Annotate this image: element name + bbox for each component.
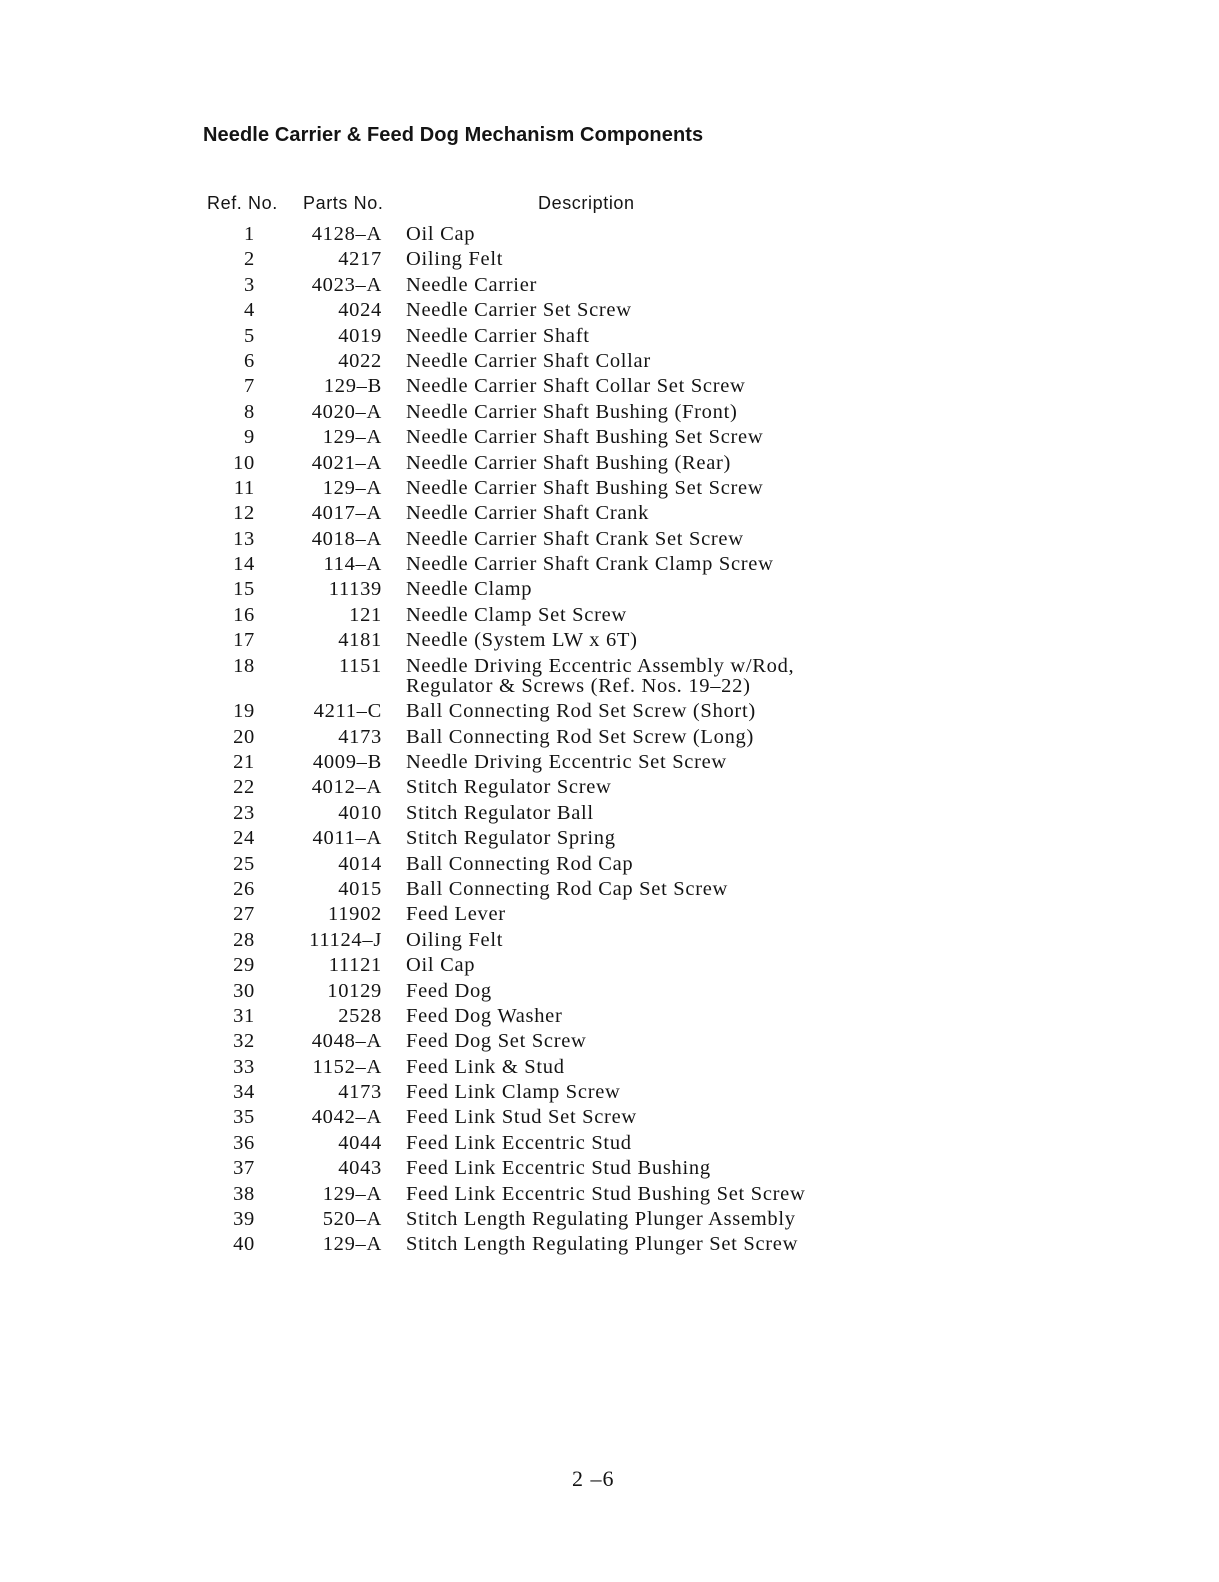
description-cell: Needle Driving Eccentric Set Screw — [406, 751, 727, 774]
table-row — [0, 1079, 1219, 1104]
parts-no-cell: 4018–A — [311, 527, 382, 550]
description-cell: Needle Carrier Shaft Bushing (Rear) — [406, 451, 732, 474]
ref-no-cell: 21 — [233, 751, 255, 774]
description-cell: Needle Carrier Shaft Bushing (Front) — [406, 400, 738, 423]
parts-no-cell: 129–A — [322, 1182, 382, 1205]
column-header-ref-no: Ref. No. — [207, 193, 278, 213]
table-row — [0, 1028, 1219, 1053]
ref-no-cell: 1 — [244, 223, 255, 245]
ref-no-cell: 20 — [233, 725, 255, 748]
parts-no-cell: 10129 — [327, 979, 382, 1002]
table-row — [0, 348, 1219, 373]
description-cell: Stitch Regulator Screw — [406, 776, 612, 799]
ref-no-cell: 14 — [233, 553, 255, 576]
description-cell: Feed Link Eccentric Stud Bushing — [406, 1157, 711, 1180]
description-cell: Needle Carrier Shaft Crank Set Screw — [406, 527, 744, 550]
description-cell: Ball Connecting Rod Set Screw (Short) — [406, 700, 756, 723]
parts-no-cell: 4019 — [338, 324, 382, 347]
table-row — [0, 221, 1219, 246]
table-row — [0, 800, 1219, 825]
table-row — [0, 825, 1219, 850]
ref-no-cell: 6 — [244, 349, 255, 372]
parts-no-cell: 4042–A — [311, 1106, 382, 1129]
parts-no-cell: 4048–A — [311, 1030, 382, 1053]
parts-no-cell: 4009–B — [312, 751, 382, 774]
parts-no-cell: 4211–C — [313, 700, 382, 723]
table-row — [0, 1155, 1219, 1180]
description-cell: Needle Carrier Shaft Crank Clamp Screw — [406, 553, 774, 576]
ref-no-cell: 7 — [244, 375, 255, 398]
description-cell: Stitch Regulator Spring — [406, 827, 616, 850]
table-row — [0, 1054, 1219, 1079]
parts-no-cell: 1152–A — [312, 1055, 382, 1078]
parts-no-cell: 4022 — [338, 349, 382, 372]
description-cell: Needle Carrier — [406, 273, 538, 296]
parts-no-cell: 2528 — [338, 1004, 382, 1027]
ref-no-cell: 25 — [233, 852, 255, 875]
description-cell: Oiling Felt — [406, 248, 504, 271]
description-cell: Needle Carrier Set Screw — [406, 299, 632, 322]
page-number: 2 –6 — [572, 1466, 615, 1491]
ref-no-cell: 3 — [244, 273, 255, 296]
description-cell: Needle Carrier Shaft Bushing Set Screw — [406, 426, 764, 449]
description-cell: Ball Connecting Rod Set Screw (Long) — [406, 725, 755, 748]
parts-no-cell: 121 — [349, 603, 382, 626]
ref-no-cell: 33 — [233, 1055, 255, 1078]
description-cell: Stitch Length Regulating Plunger Set Screw — [406, 1233, 799, 1256]
ref-no-cell: 23 — [233, 801, 255, 824]
ref-no-cell: 13 — [233, 527, 255, 550]
ref-no-cell: 29 — [233, 954, 255, 977]
description-cell: Ball Connecting Rod Cap Set Screw — [406, 877, 729, 900]
table-row — [0, 1181, 1219, 1206]
table-row — [0, 749, 1219, 774]
parts-no-cell: 11902 — [328, 903, 382, 926]
parts-table — [0, 221, 1219, 1257]
description-cell: Feed Link Eccentric Stud — [406, 1131, 632, 1154]
table-row — [0, 526, 1219, 551]
ref-no-cell: 15 — [233, 578, 255, 601]
ref-no-cell: 30 — [233, 979, 255, 1002]
ref-no-cell: 40 — [233, 1233, 255, 1256]
ref-no-cell: 19 — [233, 700, 255, 723]
description-cell: Needle Driving Eccentric Assembly w/Rod, Regulator & Screws (Ref. Nos. 19–22) — [406, 654, 795, 697]
description-cell: Needle (System LW x 6T) — [406, 629, 638, 652]
parts-no-cell: 129–B — [323, 375, 382, 398]
table-row — [0, 724, 1219, 749]
column-header-parts-no: Parts No. — [303, 193, 384, 213]
ref-no-cell: 24 — [233, 827, 255, 850]
parts-no-cell: 129–A — [322, 426, 382, 449]
description-cell: Needle Carrier Shaft Bushing Set Screw — [406, 476, 764, 499]
ref-no-cell: 32 — [233, 1030, 255, 1053]
table-row — [0, 373, 1219, 398]
table-row — [0, 698, 1219, 723]
description-cell: Feed Link Eccentric Stud Bushing Set Screw — [406, 1182, 806, 1205]
description-cell: Ball Connecting Rod Cap — [406, 852, 634, 875]
parts-no-cell: 11121 — [328, 954, 382, 977]
table-row — [0, 851, 1219, 876]
ref-no-cell: 39 — [233, 1208, 255, 1231]
ref-no-cell: 36 — [233, 1131, 255, 1154]
table-row — [0, 475, 1219, 500]
description-cell: Stitch Length Regulating Plunger Assembly — [406, 1208, 796, 1231]
description-cell: Needle Carrier Shaft Crank — [406, 502, 650, 525]
ref-no-cell: 2 — [244, 248, 255, 271]
parts-no-cell: 4017–A — [311, 502, 382, 525]
table-row — [0, 901, 1219, 926]
parts-no-cell: 11139 — [328, 578, 382, 601]
table-row — [0, 297, 1219, 322]
ref-no-cell: 11 — [233, 476, 255, 499]
table-row — [0, 246, 1219, 271]
parts-no-cell: 114–A — [323, 553, 382, 576]
column-header-description: Description — [538, 193, 635, 213]
parts-no-cell: 4015 — [338, 877, 382, 900]
ref-no-cell: 38 — [233, 1182, 255, 1205]
parts-no-cell: 1151 — [338, 654, 382, 677]
description-cell: Needle Clamp Set Screw — [406, 603, 627, 626]
description-cell: Needle Carrier Shaft Collar Set Screw — [406, 375, 746, 398]
parts-no-cell: 4044 — [338, 1131, 382, 1154]
ref-no-cell: 4 — [244, 299, 255, 322]
page-title: Needle Carrier & Feed Dog Mechanism Components — [203, 124, 704, 146]
description-cell: Feed Lever — [406, 903, 506, 926]
ref-no-cell: 9 — [244, 426, 255, 449]
table-row — [0, 1231, 1219, 1256]
parts-no-cell: 11124–J — [309, 928, 382, 951]
parts-no-cell: 4043 — [338, 1157, 382, 1180]
description-cell: Needle Carrier Shaft Collar — [406, 349, 651, 372]
ref-no-cell: 37 — [233, 1157, 255, 1180]
table-row — [0, 399, 1219, 424]
ref-no-cell: 12 — [233, 502, 255, 525]
parts-no-cell: 4181 — [338, 629, 382, 652]
ref-no-cell: 16 — [233, 603, 255, 626]
ref-no-cell: 5 — [244, 324, 255, 347]
parts-no-cell: 4023–A — [311, 273, 382, 296]
ref-no-cell: 34 — [233, 1081, 255, 1104]
table-row — [0, 450, 1219, 475]
description-cell: Stitch Regulator Ball — [406, 801, 594, 824]
description-cell: Needle Carrier Shaft — [406, 324, 590, 347]
parts-no-cell: 4128–A — [311, 223, 382, 245]
table-row — [0, 576, 1219, 601]
ref-no-cell: 31 — [233, 1004, 255, 1027]
ref-no-cell: 28 — [233, 928, 255, 951]
description-cell: Oil Cap — [406, 954, 476, 977]
description-cell: Oiling Felt — [406, 928, 504, 951]
ref-no-cell: 22 — [233, 776, 255, 799]
parts-no-cell: 4173 — [338, 1081, 382, 1104]
table-row — [0, 500, 1219, 525]
description-cell: Feed Link Clamp Screw — [406, 1081, 621, 1104]
table-row — [0, 1104, 1219, 1129]
table-row — [0, 627, 1219, 652]
description-cell: Feed Dog Set Screw — [406, 1030, 587, 1053]
parts-no-cell: 4011–A — [312, 827, 382, 850]
description-cell: Feed Link & Stud — [406, 1055, 565, 1078]
parts-no-cell: 4014 — [338, 852, 382, 875]
table-row — [0, 602, 1219, 627]
table-row — [0, 927, 1219, 952]
ref-no-cell: 27 — [233, 903, 255, 926]
ref-no-cell: 17 — [233, 629, 255, 652]
description-cell: Feed Dog — [406, 979, 492, 1002]
table-row — [0, 653, 1219, 699]
description-cell: Feed Dog Washer — [406, 1004, 563, 1027]
ref-no-cell: 26 — [233, 877, 255, 900]
parts-no-cell: 4012–A — [311, 776, 382, 799]
table-row — [0, 323, 1219, 348]
table-row — [0, 1206, 1219, 1231]
table-row — [0, 876, 1219, 901]
parts-no-cell: 4173 — [338, 725, 382, 748]
table-row — [0, 978, 1219, 1003]
table-row — [0, 774, 1219, 799]
table-row — [0, 424, 1219, 449]
parts-no-cell: 4021–A — [311, 451, 382, 474]
table-row — [0, 1003, 1219, 1028]
parts-no-cell: 4020–A — [311, 400, 382, 423]
description-cell: Oil Cap — [406, 223, 476, 245]
ref-no-cell: 10 — [233, 451, 255, 474]
table-row — [0, 1130, 1219, 1155]
parts-no-cell: 520–A — [322, 1208, 382, 1231]
parts-no-cell: 4024 — [338, 299, 382, 322]
description-cell: Feed Link Stud Set Screw — [406, 1106, 637, 1129]
ref-no-cell: 35 — [233, 1106, 255, 1129]
table-row — [0, 551, 1219, 576]
parts-no-cell: 129–A — [322, 1233, 382, 1256]
parts-no-cell: 4010 — [338, 801, 382, 824]
table-row — [0, 952, 1219, 977]
parts-no-cell: 129–A — [322, 476, 382, 499]
ref-no-cell: 8 — [244, 400, 255, 423]
description-cell: Needle Clamp — [406, 578, 533, 601]
parts-no-cell: 4217 — [338, 248, 382, 271]
ref-no-cell: 18 — [233, 654, 255, 677]
table-row — [0, 272, 1219, 297]
